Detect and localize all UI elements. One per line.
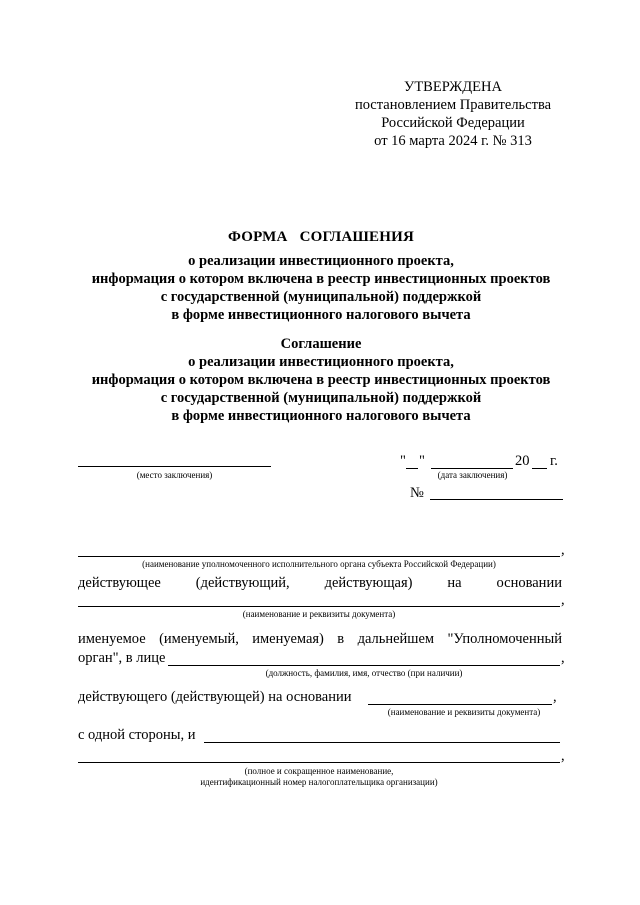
date-quote-close: " (419, 453, 425, 469)
date-year-field[interactable] (532, 468, 547, 469)
representative-caption: (должность, фамилия, имя, отчество (при наличии) (265, 668, 463, 678)
date-year-prefix: 20 (515, 453, 530, 469)
approval-heading: УТВЕРЖДЕНА (404, 79, 502, 95)
agreement-title-line: в форме инвестиционного налогового вычета (171, 408, 471, 424)
form-title-line: о реализации инвестиционного проекта, (188, 253, 454, 269)
named-line-2: орган", в лице (78, 650, 166, 666)
place-caption: (место заключения) (136, 470, 213, 480)
comma: , (561, 748, 565, 764)
form-heading-word: ФОРМА (227, 229, 288, 245)
organization-field-2[interactable] (78, 762, 560, 763)
authority-caption: (наименование уполномоченного исполнительного органа субъекта Российской Федерации) (142, 559, 496, 569)
named-word: дальнейшем (357, 631, 435, 647)
acting-word: на (447, 575, 462, 591)
comma: , (561, 592, 565, 608)
acting-word: основании (496, 575, 562, 591)
representative-basis-field[interactable] (368, 704, 552, 705)
basis-document-field[interactable] (78, 606, 560, 607)
form-heading (60, 228, 582, 246)
agreement-title-line: о реализации инвестиционного проекта, (188, 354, 454, 370)
number-sign: № (410, 485, 424, 501)
date-month-field[interactable] (431, 468, 513, 469)
agreement-title (60, 335, 582, 425)
approval-line: Российской Федерации (381, 115, 525, 131)
form-title-line: с государственной (муниципальной) поддержкой (160, 289, 482, 305)
date-quote-open: " (400, 453, 406, 469)
approval-line: постановлением Правительства (354, 97, 552, 113)
basis-document-caption: (наименование и реквизиты документа) (242, 609, 396, 619)
place-field[interactable] (78, 466, 271, 467)
agreement-title-line: информация о котором включена в реестр инвестиционных проектов (91, 372, 551, 388)
named-word: "Уполномоченный (447, 631, 562, 647)
date-caption: (дата заключения) (437, 470, 508, 480)
approval-line: от 16 марта 2024 г. № 313 (374, 133, 532, 149)
named-row (78, 630, 562, 648)
named-word: именуемая) (252, 631, 324, 647)
form-heading-word: СОГЛАШЕНИЯ (299, 229, 415, 245)
form-title (60, 228, 582, 324)
form-title-line: в форме инвестиционного налогового вычета (171, 307, 471, 323)
approval-block (330, 78, 576, 150)
comma: , (561, 650, 565, 666)
agreement-title-line: с государственной (муниципальной) поддержкой (160, 390, 482, 406)
named-word: именуемое (78, 631, 146, 647)
form-title-line: информация о котором включена в реестр инвестиционных проектов (91, 271, 551, 287)
number-field[interactable] (430, 499, 563, 500)
organization-field-1[interactable] (204, 742, 560, 743)
acting-word: действующая) (324, 575, 413, 591)
acting-basis-text: действующего (действующей) на основании (78, 689, 352, 705)
agreement-heading: Соглашение (280, 336, 362, 352)
acting-word: (действующий, (195, 575, 290, 591)
comma: , (553, 689, 557, 705)
representative-basis-caption: (наименование и реквизиты документа) (387, 707, 541, 717)
named-word: (именуемый, (159, 631, 239, 647)
organization-caption-line: (полное и сокращенное наименование, (244, 766, 394, 776)
authority-name-field[interactable] (78, 556, 560, 557)
acting-word: действующее (78, 575, 161, 591)
date-day-field[interactable] (406, 468, 418, 469)
acting-row (78, 574, 562, 592)
comma: , (561, 542, 565, 558)
representative-field[interactable] (168, 665, 560, 666)
named-word: в (337, 631, 345, 647)
organization-caption (78, 766, 560, 788)
organization-caption-line: идентификационный номер налогоплательщика организации) (200, 777, 438, 787)
one-side-text: с одной стороны, и (78, 727, 196, 743)
date-year-suffix: г. (550, 453, 558, 469)
